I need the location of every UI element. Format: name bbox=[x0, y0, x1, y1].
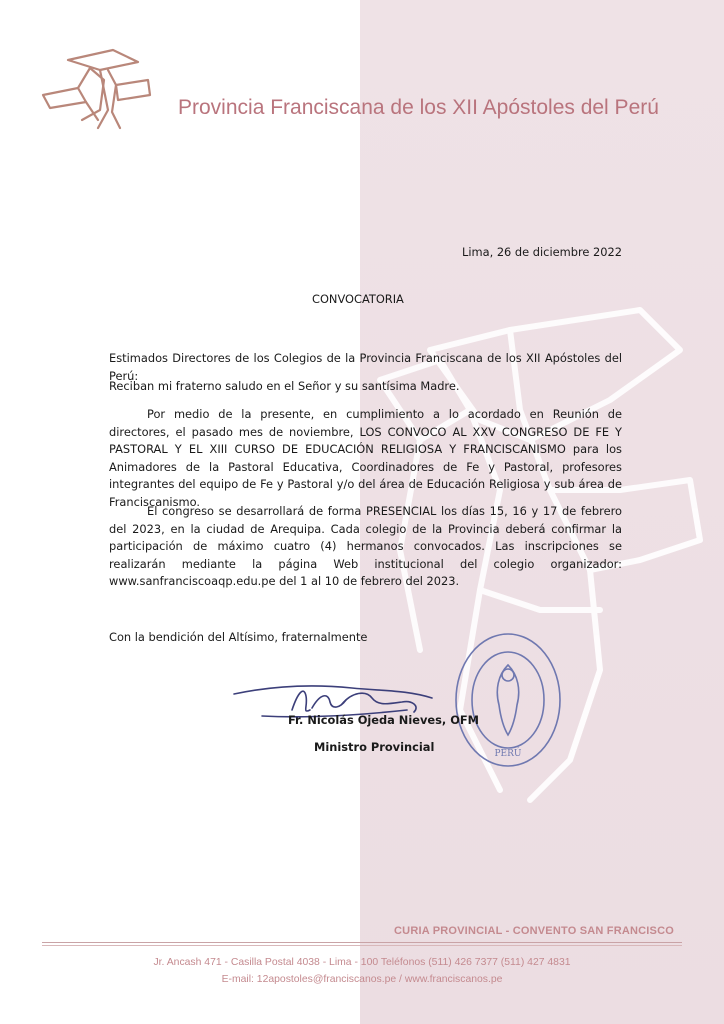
signer-role: Ministro Provincial bbox=[314, 740, 435, 754]
salutation: Estimados Directores de los Colegios de la Provincia Franciscana de los XII Apóstoles del Perú: bbox=[109, 351, 622, 383]
body-paragraph-2: El congreso se desarrollará de forma PRESENCIAL los días 15, 16 y 17 de febrero del 2023, en la ciudad de Arequipa. Cada colegio de la Provincia deberá confirmar la participación de máximo cuatro (4) hermanos convocados. Las inscripciones se realizarán mediante la página Web institucional del colegio organizador: www.sanfranciscoaqp.edu.pe del 1 al 10 de febrero del 2023. bbox=[109, 504, 622, 588]
seal-country: PERÚ bbox=[494, 749, 522, 759]
body-paragraph-1: Por medio de la presente, en cumplimiento a lo acordado en Reunión de directores, el pasado mes de noviembre, LOS CONVOCO AL XXV CONGRESO DE FE Y PASTORAL Y EL XIII CURSO DE EDUCACIÓN RELIGIOSA Y FRANCISCANISMO para los Animadores de la Pastoral Educativa, Coordinadores de Fe y Pastoral, profesores integrantes del equipo de Fe y Pastoral y/o del área de Educación Religiosa y sub área de Franciscanismo. bbox=[109, 407, 622, 509]
footer-contact: E-mail: 12apostoles@franciscanos.pe / www.franciscanos.pe bbox=[221, 974, 503, 985]
footer-title: CURIA PROVINCIAL - CONVENTO SAN FRANCISCO bbox=[394, 925, 674, 937]
provincial-seal-stamp bbox=[453, 630, 563, 770]
organization-title: Provincia Franciscana de los XII Apóstoles del Perú bbox=[178, 96, 659, 119]
footer-address: Jr. Ancash 471 - Casilla Postal 4038 - Lima - 100 Teléfonos (511) 426 7377 (511) 427 4831 bbox=[153, 957, 571, 968]
footer-divider-secondary bbox=[42, 945, 682, 946]
letter-heading: CONVOCATORIA bbox=[312, 292, 404, 306]
franciscan-coat-of-arms-logo bbox=[38, 40, 158, 130]
footer-divider bbox=[42, 942, 682, 943]
closing: Con la bendición del Altísimo, fraternalmente bbox=[109, 630, 368, 644]
greeting: Reciban mi fraterno saludo en el Señor y su santísima Madre. bbox=[109, 379, 460, 393]
letter-date: Lima, 26 de diciembre 2022 bbox=[461, 245, 622, 259]
signer-name: Fr. Nicolás Ojeda Nieves, OFM bbox=[288, 713, 479, 727]
